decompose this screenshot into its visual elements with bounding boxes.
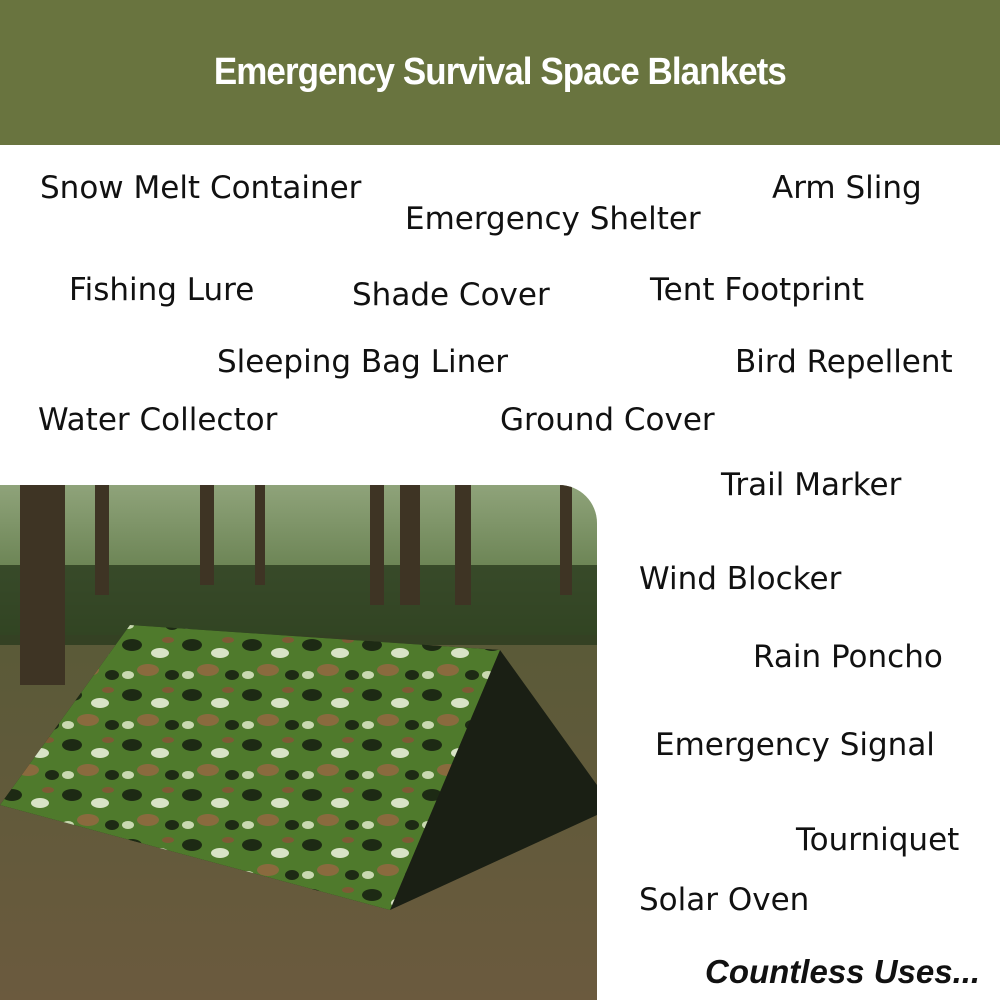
use-label: Arm Sling [772,170,922,206]
use-label: Wind Blocker [639,561,842,597]
use-label: Rain Poncho [753,639,943,675]
use-label: Trail Marker [721,467,902,503]
use-label: Sleeping Bag Liner [217,344,509,380]
tagline: Countless Uses... [705,953,981,990]
use-label: Solar Oven [639,882,810,918]
use-label: Water Collector [38,402,278,438]
use-label: Ground Cover [500,402,715,438]
use-label: Tent Footprint [650,272,865,308]
use-label: Snow Melt Container [40,170,362,206]
header-banner [0,0,1000,145]
use-label: Emergency Signal [655,727,935,763]
use-label: Shade Cover [352,277,550,313]
use-label: Tourniquet [796,822,960,858]
use-label: Emergency Shelter [405,201,701,237]
page-title: Emergency Survival Space Blankets [213,51,787,93]
product-photo [0,485,597,1000]
use-label: Bird Repellent [735,344,953,380]
use-label: Fishing Lure [69,272,255,308]
